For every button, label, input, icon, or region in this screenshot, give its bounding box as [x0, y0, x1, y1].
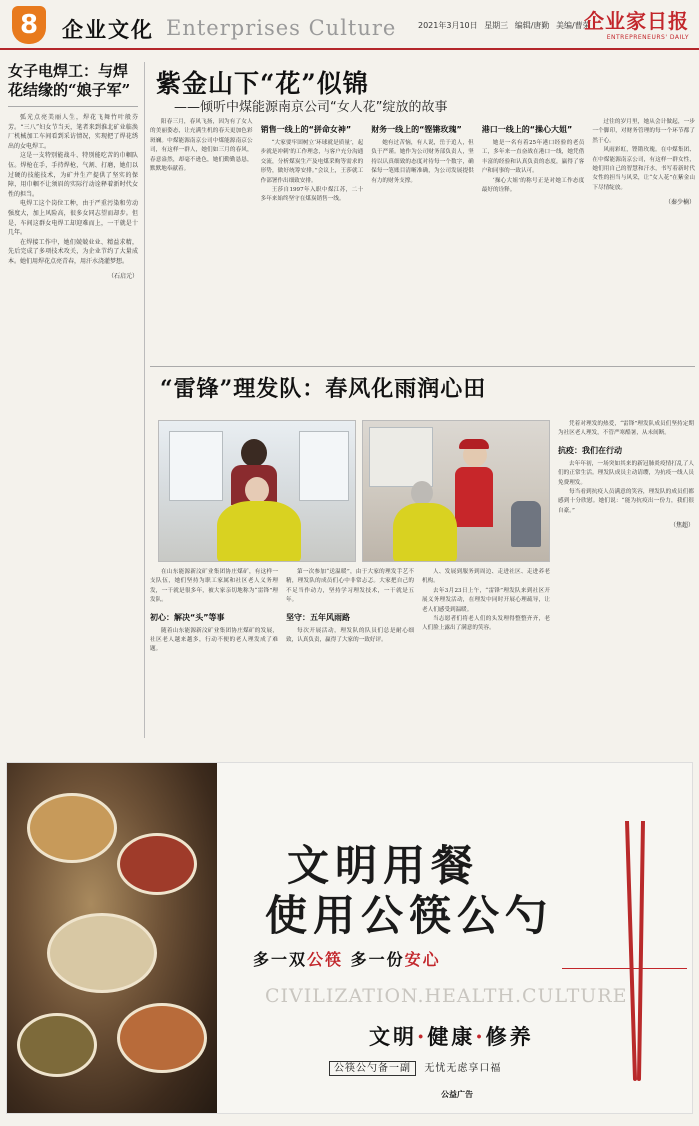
left-article-paragraph: 电焊工这个岗位工种，由于严重污染和劳动强度大，加上风险高，很多女同志望而却步。但是，车间这群女电焊工却迎难而上，一干就是十几年。: [8, 200, 138, 237]
tagline-text: 无忧无虑享口福: [424, 1063, 502, 1074]
ad-slogan: [253, 947, 441, 970]
slogan-text: 多一份: [350, 950, 405, 969]
main-article-body: [150, 118, 695, 358]
left-article-signature: （石启元）: [107, 272, 138, 280]
brand-name-en: ENTREPRENEURS' DAILY: [606, 34, 689, 41]
designer-credit: 美编/曹荣: [555, 21, 591, 30]
second-article-column: [286, 568, 414, 738]
section-title-en: Enterprises Culture: [166, 16, 397, 40]
main-article-column: [592, 118, 695, 358]
main-article-title: 紫金山下“花”似锦: [156, 69, 369, 98]
article-paragraph: 随着山东能源新汶矿业集团协庄煤矿的发展，社区老人越来越多，行动不便的老人理发成了难题。: [150, 627, 278, 653]
dish: [17, 1013, 97, 1077]
subheading-antiepidemic: 抗疫：我们在行动: [558, 445, 622, 455]
window: [169, 431, 223, 501]
second-article-body: [150, 568, 550, 738]
issue-weekday: 星期三: [484, 21, 509, 30]
customer-head: [245, 477, 269, 503]
ad-values: 文明·健康·修养: [369, 1024, 534, 1049]
article-paragraph: 当志愿者们将老人们的头发理得整整齐齐，老人们脸上露出了满意的笑容。: [422, 616, 550, 632]
subheading-sales: 销售一线上的“拼命女神”: [260, 125, 352, 134]
dish: [47, 913, 157, 993]
article-paragraph: 凭着对理发的热爱，“雷锋”理发队成员们坚持定期为社区老人理发，不管严寒酷暑，从未间断。: [558, 421, 694, 437]
yellow-cape: [217, 501, 301, 562]
public-service-ad: [6, 762, 693, 1114]
second-article-signature: （焦超）: [669, 522, 694, 530]
ad-tagline: [329, 1059, 501, 1074]
haircut-photo-right: [362, 420, 550, 562]
article-paragraph: 风雨彩虹，铿锵玫瑰。在中煤集团、在中煤能源南京公司，有这样一群女性，她们用自己的智慧和汗水，书写着新时代女性的担当与风采，让“女人花”在紫金山下尽情绽放。: [592, 147, 695, 191]
ad-headline-1: 文明用餐: [287, 841, 480, 890]
article-paragraph: 每次开展活动，理发队的队员们总是耐心细致，认真负责，赢得了大家的一致好评。: [286, 627, 414, 644]
subheading-finance: 财务一线上的“铿锵玫瑰”: [371, 125, 462, 134]
article-paragraph: 人、发展到服务到周边、走进社区、走进养老机构。: [422, 569, 550, 585]
subheading-persistence: 坚守：五年风雨路: [286, 612, 350, 622]
dish: [117, 1003, 207, 1073]
article-paragraph: 阳春三月，春风飞扬，因为有了女人的美丽姿态，让充满生机的春天更加色彩斑斓。中煤能源南京公司中煤能源南京公司，有这样一群人，她们如三月的春风，春意盎然，却毫不逊色，她们勤勤恳恳，默默地奉献着。: [150, 119, 253, 173]
issue-info: [418, 20, 595, 31]
issue-date: 2021年3月10日: [418, 21, 478, 30]
haircut-photo-left: [158, 420, 356, 562]
ad-label: 公益广告: [441, 1090, 473, 1099]
ad-english-line: CIVILIZATION.HEALTH.CULTURE: [265, 985, 628, 1007]
main-article-column: [371, 118, 474, 358]
page-header: [0, 0, 699, 50]
main-article-column: [261, 118, 364, 358]
subheading-port: 港口一线上的“操心大姐”: [481, 125, 573, 134]
article-paragraph: 王莎自1997年入职中煤江苏，二十多年来始终坚守在煤炭销售一线。: [260, 187, 364, 203]
second-article-column: [422, 568, 550, 738]
brand-name-cn: 企业家日报: [584, 9, 689, 33]
hairdresser-head: [241, 439, 267, 467]
slogan-highlight: 公筷: [307, 950, 344, 969]
window: [299, 431, 349, 501]
value-cultivation: 修养: [485, 1024, 534, 1049]
second-article-right-column: [558, 420, 694, 738]
left-article: [8, 62, 138, 742]
seated-man: [511, 501, 541, 547]
article-paragraph: 她是一名有着25年港口经验的老员工，多年来一直奋战在港口一线，她凭借丰富的经验和认真负责的态度，赢得了客户和同事的一致认可。: [481, 140, 585, 175]
article-paragraph: 在山东能源新汶矿业集团协庄煤矿，有这样一支队伍，她们坚持为职工家属和社区老人义务理发，一干就是很多年，被大家亲切地称为“雷锋”理发队。: [150, 569, 278, 604]
left-article-paragraph: 这是一支特别能战斗、特别能吃苦的巾帼队伍。焊枪在手，手持焊枪，气割、打磨，她们以过硬的技能技术，为矿井生产提供了坚实的保障，用巾帼不让须眉的实际行动诠释着新时代女性的担当。: [8, 152, 138, 198]
section-divider: [150, 366, 695, 367]
column-divider: [144, 62, 145, 738]
dish: [27, 793, 117, 863]
article-paragraph: 每当看到抗疫人员满意的笑容，理发队的成员们都感到十分欣慰。她们说：“能为抗疫出一份力，我们很自豪。”: [558, 489, 694, 514]
main-article-signature: （秦少楠）: [664, 199, 695, 207]
left-article-paragraph: 在焊接工作中，她们兢兢业业、精益求精，先后完成了多项技术攻关，为企业节约了大量成本。她们用焊花点亮青春，用汗水浇灌梦想。: [8, 238, 138, 265]
subheading-initial: 初心：解决“头”等事: [150, 612, 225, 622]
newspaper-logo: [584, 5, 689, 41]
slogan-highlight: 安心: [404, 950, 441, 969]
left-article-title: 女子电焊工：与焊花结缘的“娘子军”: [8, 62, 138, 107]
ad-headline-2: 使用公筷公勺: [265, 891, 554, 940]
editor-credit: 编辑/唐勤: [514, 21, 550, 30]
article-paragraph: 过往的岁月里，她从会计做起，一步一个脚印，对财务管理的每一个环节都了然于心。: [592, 119, 695, 144]
red-cap: [459, 439, 489, 449]
slogan-text: 多一双: [253, 950, 308, 969]
elderly-customer-head: [411, 481, 433, 505]
main-article-column: [150, 118, 253, 358]
left-article-paragraph: 弧光点亮美丽人生，焊花飞舞竹叶般芬芳。“三八”妇女节当天，笔者来到淮北矿业临涣厂机械加工车间看到采访情况，实现把了焊花绣出的女电焊工。: [8, 114, 138, 150]
value-health: 健康: [427, 1024, 476, 1049]
yellow-cape: [393, 503, 457, 562]
chopsticks-illustration: [617, 821, 657, 1081]
second-article-column: [150, 568, 278, 738]
section-title-cn: 企业文化: [62, 17, 154, 42]
volunteer-vest: [455, 467, 493, 527]
food-image: [7, 763, 217, 1114]
value-civilization: 文明: [369, 1024, 417, 1049]
wall-panel: [369, 427, 433, 487]
page-number-badge: 8: [12, 6, 46, 44]
dish: [117, 833, 197, 895]
tagline-boxed: 公筷公勺备一副: [329, 1061, 416, 1076]
second-article-title: “雷锋”理发队：春风化雨润心田: [160, 376, 487, 402]
article-paragraph: 去年3月23日上午，“雷锋”理发队来到社区开展义务理发活动，在理发中同时开展心理疏导，让老人们感受到温暖。: [422, 587, 550, 613]
article-paragraph: 她有过苦恼，有人说，岳于追人，但负于严谨。她作为公司财务部负责人，坚持以认真细致的态度对待每一个数字，确保每一笔账目清晰准确，为公司发展提供有力的财务支撑。: [371, 140, 474, 184]
article-paragraph: 第一次参加“送温暖”，由于大家的理发手艺不精，理发队的成员们心中非常忐忑。大家把自己的不足当作动力，坚持学习理发技术，一干就是五年。: [286, 569, 414, 604]
main-article-column: [482, 118, 585, 358]
main-article-subtitle: ——倾听中煤能源南京公司“女人花”绽放的故事: [174, 100, 448, 115]
article-paragraph: “大家要牢固树立‘环球就是质量’，起步就是冲刺’的工作理念，与客户充分沟通交流，分析煤炭生产及电煤采购等需求的形势，做好统筹安排。”会议上，王莎就工作部署作出细致安排。: [260, 140, 364, 184]
article-paragraph: 去年年初，一场突如其来的新冠肺炎疫情打乱了人们的正常生活。理发队成员主动请缨，为抗疫一线人员免费理发。: [558, 460, 694, 486]
article-paragraph: ‘操心大姐’的称号正是对她工作态度最好的诠释。: [481, 177, 585, 194]
